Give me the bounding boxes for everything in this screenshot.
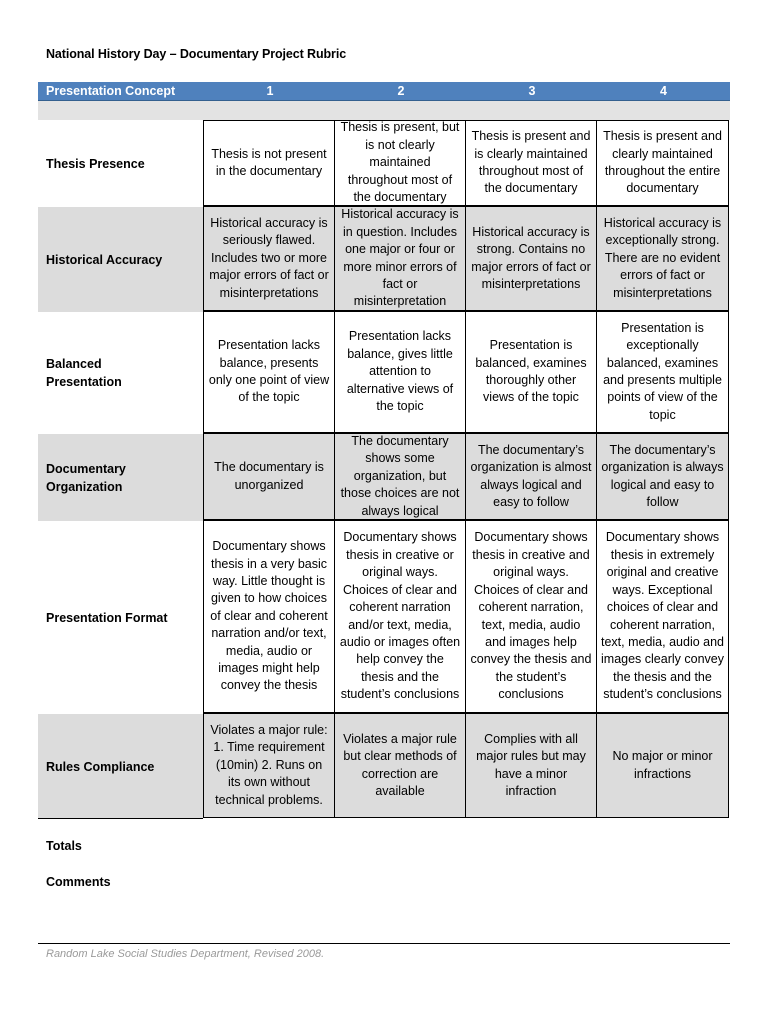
table-bottom-rule (38, 818, 203, 819)
header-level-2: 2 (397, 84, 405, 98)
rubric-row-presentation-format (38, 521, 730, 714)
rubric-row-documentary-organization (38, 434, 730, 521)
rubric-cell-level-4: Historical accuracy is exceptionally strong. There are no evident errors of fact or misinterpretations (596, 206, 729, 311)
rubric-cell-level-3: Historical accuracy is strong. Contains no major errors of fact or misinterpretations (465, 206, 597, 311)
rubric-cell-level-1: Violates a major rule: 1. Time requirement (10min) 2. Runs on its own without technical problems. (203, 713, 335, 818)
rubric-cell-level-2: Violates a major rule but clear methods of correction are available (334, 713, 466, 818)
footer-credit: Random Lake Social Studies Department, Revised 2008. (46, 948, 325, 960)
rubric-cell-level-2: The documentary shows some organization, but those choices are not always logical (334, 433, 466, 520)
header-presentation-concept: Presentation Concept (46, 84, 176, 98)
rubric-cell-level-1: Documentary shows thesis in a very basic way. Little thought is given to how choices of clear and coherent narration and/or text, media, audio or images might help convey the thesis (203, 520, 335, 713)
rubric-row-rules-compliance (38, 714, 730, 819)
rubric-cell-level-3: Complies with all major rules but may have a minor infraction (465, 713, 597, 818)
comments-label: Comments (46, 875, 111, 889)
header-spacer-band (38, 101, 730, 120)
row-label: Balanced Presentation (46, 357, 122, 389)
rubric-cell-level-3: Documentary shows thesis in creative and original ways. Choices of clear and coherent narration, text, media, audio and images help convey the thesis and the student’s conclusions (465, 520, 597, 713)
rubric-cell-level-2: Thesis is present, but is not clearly maintained throughout most of the documentary (334, 120, 466, 206)
rubric-cell-level-4: Documentary shows thesis in extremely original and creative ways. Exceptional choices of clear and coherent narration, text, media, audio and images clearly convey the thesis and the student’s conclusions (596, 520, 729, 713)
rubric-cell-level-4: Presentation is exceptionally balanced, examines and presents multiple points of view of the topic (596, 311, 729, 433)
rubric-cell-level-3: Presentation is balanced, examines thoroughly other views of the topic (465, 311, 597, 433)
rubric-cell-level-1: Presentation lacks balance, presents only one point of view of the topic (203, 311, 335, 433)
rubric-cell-level-4: Thesis is present and clearly maintained throughout the entire documentary (596, 120, 729, 206)
rubric-cell-level-3: The documentary’s organization is almost always logical and easy to follow (465, 433, 597, 520)
row-label: Rules Compliance (38, 714, 203, 819)
rubric-cell-level-2: Documentary shows thesis in creative or original ways. Choices of clear and coherent narration and/or text, media, audio or images often help convey the thesis and the student’s conclusions (334, 520, 466, 713)
rubric-header-row (38, 82, 730, 101)
totals-label: Totals (46, 839, 82, 853)
header-level-3: 3 (528, 84, 536, 98)
rubric-cell-level-4: No major or minor infractions (596, 713, 729, 818)
rubric-cell-level-1: Historical accuracy is seriously flawed. Includes two or more major errors of fact or misinterpretations (203, 206, 335, 311)
header-level-4: 4 (660, 84, 667, 98)
rubric-row-thesis-presence (38, 121, 730, 207)
row-label: Documentary Organization (38, 434, 203, 521)
rubric-cell-level-1: Thesis is not present in the documentary (203, 120, 335, 206)
footer-divider (38, 943, 730, 944)
row-label: Presentation Format (46, 610, 168, 625)
rubric-cell-level-4: The documentary’s organization is always logical and easy to follow (596, 433, 729, 520)
rubric-cell-level-2: Presentation lacks balance, gives little attention to alternative views of the topic (334, 311, 466, 433)
document-title: National History Day – Documentary Project Rubric (46, 47, 347, 61)
rubric-cell-level-2: Historical accuracy is in question. Includes one major or four or more minor errors of fact or misinterpretation (334, 206, 466, 311)
rubric-row-historical-accuracy (38, 207, 730, 312)
header-level-1: 1 (266, 84, 274, 98)
rubric-cell-level-1: The documentary is unorganized (203, 433, 335, 520)
row-label: Thesis Presence (46, 157, 145, 171)
rubric-cell-level-3: Thesis is present and is clearly maintained throughout most of the documentary (465, 120, 597, 206)
rubric-row-balanced-presentation (38, 312, 730, 434)
row-label: Historical Accuracy (38, 207, 203, 312)
